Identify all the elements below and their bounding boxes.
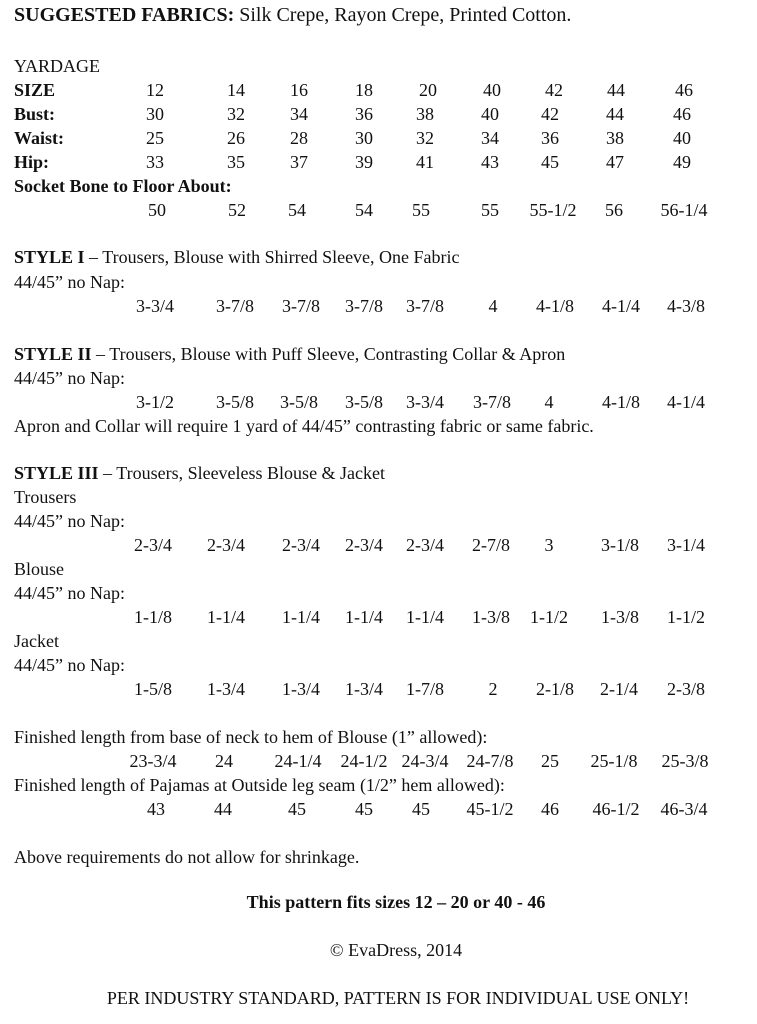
cell-size-4: 30 bbox=[355, 128, 373, 148]
cell-size-6: 4 bbox=[488, 296, 498, 316]
cell-size-5: 55 bbox=[412, 200, 430, 220]
cell-size-2: 3-5/8 bbox=[216, 392, 254, 412]
cell-size-2: 32 bbox=[227, 104, 245, 124]
cell-size-6: 43 bbox=[481, 152, 499, 172]
cell-size-4: 1-3/4 bbox=[345, 679, 383, 699]
jacket-fabric: 44/45” no Nap: bbox=[14, 655, 125, 675]
cell-size-8: 46-1/2 bbox=[592, 799, 640, 819]
cell-size-2: 1-3/4 bbox=[207, 679, 245, 699]
cell-size-7: 46 bbox=[541, 799, 559, 819]
cell-size-7: 55-1/2 bbox=[529, 200, 577, 220]
shrinkage-note: Above requirements do not allow for shrinkage. bbox=[14, 847, 360, 867]
cell-size-4: 24-1/2 bbox=[340, 751, 388, 771]
cell-size-2: 24 bbox=[215, 751, 233, 771]
cell-size-8: 47 bbox=[606, 152, 624, 172]
style2-heading bbox=[14, 345, 565, 363]
cell-size-3: 34 bbox=[290, 104, 308, 124]
cell-size-9: 56-1/4 bbox=[660, 200, 708, 220]
cell-size-3: 3-7/8 bbox=[282, 296, 320, 316]
style1-name: STYLE I bbox=[14, 247, 85, 267]
cell-size-4: 54 bbox=[355, 200, 373, 220]
cell-size-9: 4-1/4 bbox=[667, 392, 705, 412]
cell-size-3: 54 bbox=[288, 200, 306, 220]
cell-size-8: 4-1/8 bbox=[602, 392, 640, 412]
industry-note: PER INDUSTRY STANDARD, PATTERN IS FOR INDIVIDUAL USE ONLY! bbox=[106, 988, 690, 1008]
cell-size-6: 40 bbox=[481, 104, 499, 124]
style1-heading bbox=[14, 248, 460, 266]
cell-size-2: 52 bbox=[228, 200, 246, 220]
cell-size-9: 3-1/4 bbox=[667, 535, 705, 555]
copyright: © EvaDress, 2014 bbox=[329, 940, 463, 960]
blouse-fabric: 44/45” no Nap: bbox=[14, 583, 125, 603]
cell-size-6: 3-7/8 bbox=[473, 392, 511, 412]
cell-size-9: 46 bbox=[673, 104, 691, 124]
bust-label: Bust: bbox=[14, 104, 56, 124]
fits-note: This pattern fits sizes 12 – 20 or 40 - 46 bbox=[246, 892, 546, 912]
cell-size-6: 45-1/2 bbox=[466, 799, 514, 819]
cell-size-6: 2 bbox=[488, 679, 498, 699]
hip-label: Hip: bbox=[14, 152, 50, 172]
blouse-label: Blouse bbox=[14, 559, 65, 579]
yardage-heading: YARDAGE bbox=[14, 56, 101, 76]
cell-size-7: 2-1/8 bbox=[536, 679, 574, 699]
fabrics-label: SUGGESTED FABRICS: bbox=[14, 4, 235, 26]
cell-size-5: 20 bbox=[419, 80, 437, 100]
cell-size-1: 30 bbox=[146, 104, 164, 124]
cell-size-1: 2-3/4 bbox=[134, 535, 172, 555]
finished-blouse-label: Finished length from base of neck to hem of Blouse (1” allowed): bbox=[14, 727, 488, 747]
cell-size-5: 41 bbox=[416, 152, 434, 172]
cell-size-1: 33 bbox=[146, 152, 164, 172]
cell-size-1: 3-3/4 bbox=[136, 296, 174, 316]
waist-label: Waist: bbox=[14, 128, 65, 148]
cell-size-7: 42 bbox=[541, 104, 559, 124]
cell-size-3: 24-1/4 bbox=[274, 751, 322, 771]
cell-size-3: 37 bbox=[290, 152, 308, 172]
cell-size-2: 44 bbox=[214, 799, 232, 819]
cell-size-6: 1-3/8 bbox=[472, 607, 510, 627]
cell-size-9: 2-3/8 bbox=[667, 679, 705, 699]
cell-size-1: 23-3/4 bbox=[129, 751, 177, 771]
cell-size-2: 2-3/4 bbox=[207, 535, 245, 555]
trousers-fabric: 44/45” no Nap: bbox=[14, 511, 125, 531]
cell-size-4: 36 bbox=[355, 104, 373, 124]
cell-size-4: 45 bbox=[355, 799, 373, 819]
cell-size-9: 40 bbox=[673, 128, 691, 148]
cell-size-5: 2-3/4 bbox=[406, 535, 444, 555]
style2-note: Apron and Collar will require 1 yard of 44/45” contrasting fabric or same fabric. bbox=[14, 416, 594, 436]
cell-size-7: 25 bbox=[541, 751, 559, 771]
cell-size-9: 46 bbox=[675, 80, 693, 100]
style2-name: STYLE II bbox=[14, 344, 92, 364]
cell-size-4: 3-7/8 bbox=[345, 296, 383, 316]
cell-size-4: 39 bbox=[355, 152, 373, 172]
cell-size-8: 38 bbox=[606, 128, 624, 148]
cell-size-3: 1-3/4 bbox=[282, 679, 320, 699]
cell-size-5: 38 bbox=[416, 104, 434, 124]
cell-size-6: 55 bbox=[481, 200, 499, 220]
style3-desc: – Trousers, Sleeveless Blouse & Jacket bbox=[103, 463, 386, 483]
cell-size-7: 42 bbox=[545, 80, 563, 100]
cell-size-1: 25 bbox=[146, 128, 164, 148]
cell-size-2: 3-7/8 bbox=[216, 296, 254, 316]
cell-size-1: 50 bbox=[148, 200, 166, 220]
cell-size-4: 1-1/4 bbox=[345, 607, 383, 627]
cell-size-6: 2-7/8 bbox=[472, 535, 510, 555]
cell-size-1: 3-1/2 bbox=[136, 392, 174, 412]
cell-size-6: 24-7/8 bbox=[466, 751, 514, 771]
cell-size-2: 1-1/4 bbox=[207, 607, 245, 627]
style2-desc: – Trousers, Blouse with Puff Sleeve, Contrasting Collar & Apron bbox=[96, 344, 566, 364]
cell-size-7: 45 bbox=[541, 152, 559, 172]
cell-size-3: 3-5/8 bbox=[280, 392, 318, 412]
cell-size-4: 18 bbox=[355, 80, 373, 100]
cell-size-3: 16 bbox=[290, 80, 308, 100]
cell-size-6: 40 bbox=[483, 80, 501, 100]
cell-size-1: 1-1/8 bbox=[134, 607, 172, 627]
cell-size-3: 2-3/4 bbox=[282, 535, 320, 555]
trousers-label: Trousers bbox=[14, 487, 77, 507]
cell-size-5: 32 bbox=[416, 128, 434, 148]
cell-size-5: 1-1/4 bbox=[406, 607, 444, 627]
socket-label: Socket Bone to Floor About: bbox=[14, 176, 232, 196]
cell-size-9: 25-3/8 bbox=[661, 751, 709, 771]
cell-size-5: 3-3/4 bbox=[406, 392, 444, 412]
finished-pajamas-label: Finished length of Pajamas at Outside leg seam (1/2” hem allowed): bbox=[14, 775, 505, 795]
jacket-label: Jacket bbox=[14, 631, 59, 651]
cell-size-9: 4-3/8 bbox=[667, 296, 705, 316]
cell-size-8: 1-3/8 bbox=[601, 607, 639, 627]
style3-name: STYLE III bbox=[14, 463, 99, 483]
cell-size-7: 1-1/2 bbox=[530, 607, 568, 627]
cell-size-8: 56 bbox=[605, 200, 623, 220]
cell-size-5: 45 bbox=[412, 799, 430, 819]
cell-size-3: 45 bbox=[288, 799, 306, 819]
cell-size-8: 4-1/4 bbox=[602, 296, 640, 316]
cell-size-8: 44 bbox=[606, 104, 624, 124]
cell-size-2: 14 bbox=[227, 80, 245, 100]
style1-fabric: 44/45” no Nap: bbox=[14, 272, 125, 292]
cell-size-7: 36 bbox=[541, 128, 559, 148]
style1-desc: – Trousers, Blouse with Shirred Sleeve, One Fabric bbox=[89, 247, 460, 267]
cell-size-7: 4 bbox=[544, 392, 554, 412]
cell-size-9: 1-1/2 bbox=[667, 607, 705, 627]
cell-size-1: 1-5/8 bbox=[134, 679, 172, 699]
cell-size-2: 26 bbox=[227, 128, 245, 148]
cell-size-9: 46-3/4 bbox=[660, 799, 708, 819]
cell-size-7: 4-1/8 bbox=[536, 296, 574, 316]
style2-fabric: 44/45” no Nap: bbox=[14, 368, 125, 388]
fabrics-value: Silk Crepe, Rayon Crepe, Printed Cotton. bbox=[239, 4, 572, 26]
cell-size-6: 34 bbox=[481, 128, 499, 148]
cell-size-5: 24-3/4 bbox=[401, 751, 449, 771]
cell-size-1: 43 bbox=[147, 799, 165, 819]
cell-size-8: 3-1/8 bbox=[601, 535, 639, 555]
cell-size-5: 1-7/8 bbox=[406, 679, 444, 699]
cell-size-5: 3-7/8 bbox=[406, 296, 444, 316]
cell-size-4: 2-3/4 bbox=[345, 535, 383, 555]
cell-size-9: 49 bbox=[673, 152, 691, 172]
cell-size-8: 2-1/4 bbox=[600, 679, 638, 699]
cell-size-3: 1-1/4 bbox=[282, 607, 320, 627]
cell-size-8: 44 bbox=[607, 80, 625, 100]
cell-size-8: 25-1/8 bbox=[590, 751, 638, 771]
cell-size-1: 12 bbox=[146, 80, 164, 100]
cell-size-2: 35 bbox=[227, 152, 245, 172]
cell-size-4: 3-5/8 bbox=[345, 392, 383, 412]
cell-size-3: 28 bbox=[290, 128, 308, 148]
style3-heading bbox=[14, 464, 385, 482]
cell-size-7: 3 bbox=[544, 535, 554, 555]
fabrics-line bbox=[14, 5, 571, 25]
size-label: SIZE bbox=[14, 80, 56, 100]
